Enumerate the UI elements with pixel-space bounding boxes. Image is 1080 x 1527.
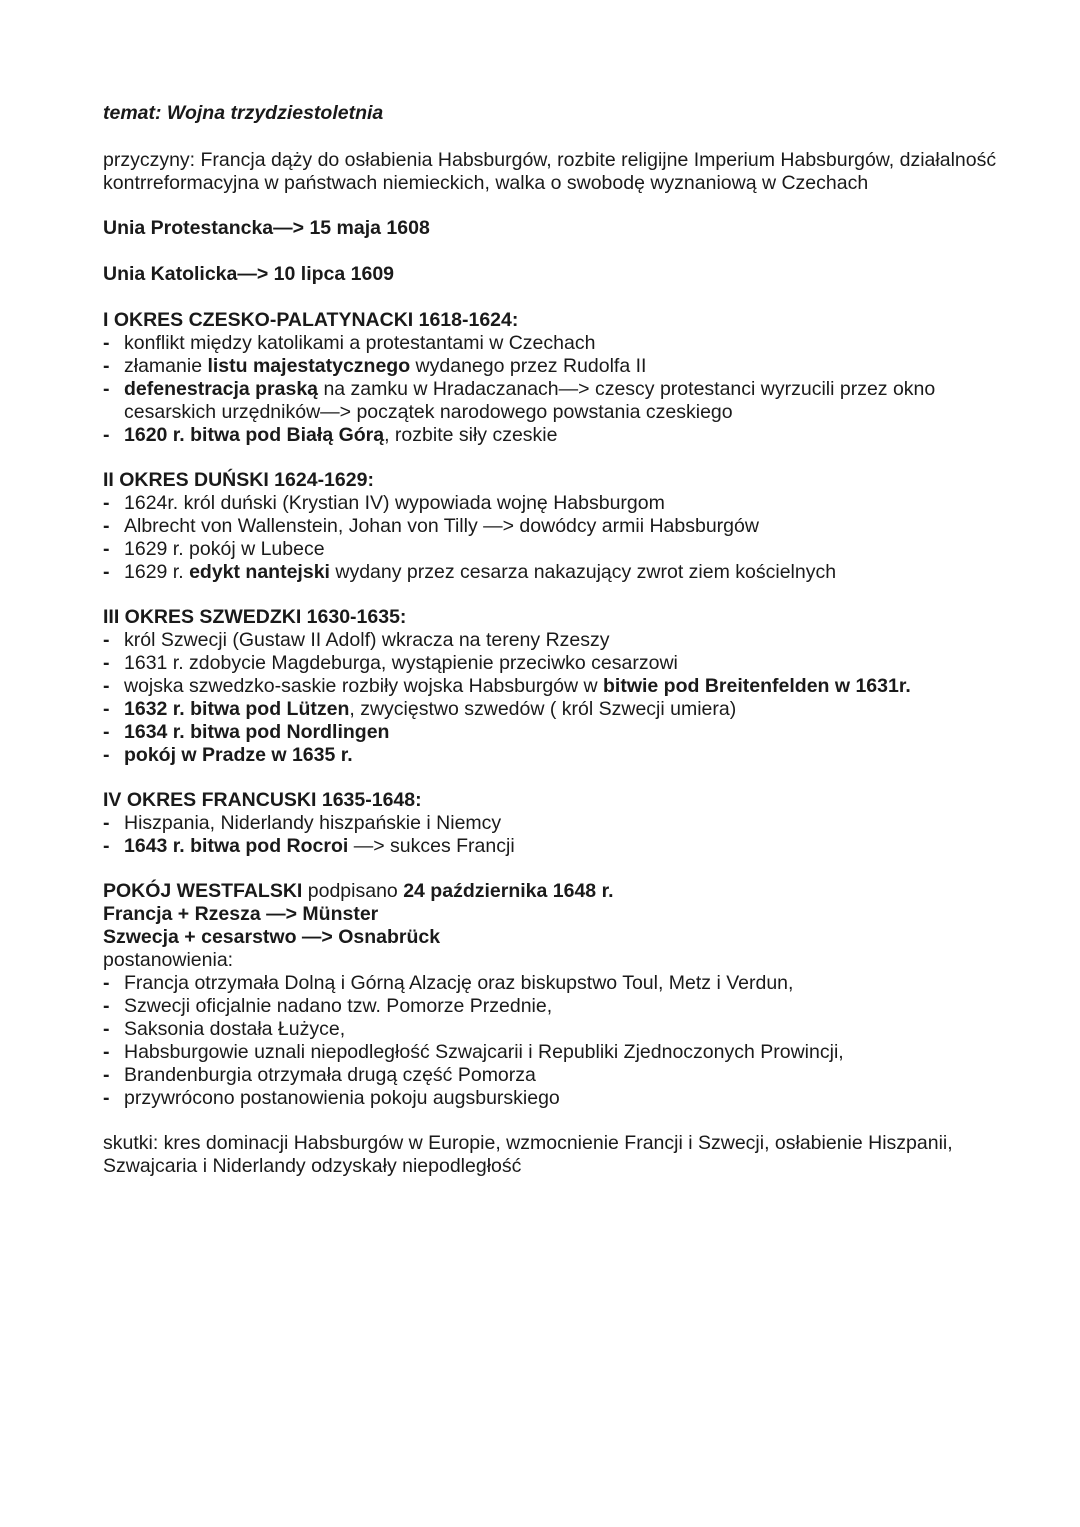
text-run: 1624r. król duński (Krystian IV) wypowiada wojnę Habsburgom xyxy=(124,492,665,514)
list-item xyxy=(103,629,1003,652)
list-item xyxy=(103,1064,1003,1087)
list-item xyxy=(103,675,1003,698)
westphalia-section xyxy=(103,880,1003,1110)
text-run: , rozbite siły czeskie xyxy=(384,424,558,446)
period-heading: II OKRES DUŃSKI 1624-1629: xyxy=(103,469,374,491)
list-item xyxy=(103,652,1003,675)
text-run: wojska szwedzko-saskie rozbiły wojska Habsburgów w xyxy=(124,675,604,697)
decisions-label: postanowienia: xyxy=(103,949,234,971)
westphalia-line xyxy=(103,880,1003,903)
text-run: złamanie xyxy=(124,355,208,377)
text-run: wydanego przez Rudolfa II xyxy=(410,355,647,377)
list-item xyxy=(103,995,1003,1018)
text-run: podpisano xyxy=(302,880,404,902)
sweden-empire-line: Szwecja + cesarstwo —> Osnabrück xyxy=(103,926,441,948)
period-heading: IV OKRES FRANCUSKI 1635-1648: xyxy=(103,789,422,811)
period-list xyxy=(103,332,1003,447)
bold-text: pokój w Pradze w 1635 r. xyxy=(124,744,353,766)
list-item xyxy=(103,515,1003,538)
period-list xyxy=(103,812,1003,858)
list-item xyxy=(103,835,1003,858)
list-item xyxy=(103,812,1003,835)
page-title: temat: Wojna trzydziestoletnia xyxy=(103,102,384,124)
list-item xyxy=(103,721,1003,744)
text-run: 1629 r. xyxy=(124,561,190,583)
list-item xyxy=(103,492,1003,515)
list-item xyxy=(103,972,1003,995)
list-item xyxy=(103,1087,1003,1110)
period-czech-palatinate xyxy=(103,309,1003,447)
bold-text: 1632 r. bitwa pod Lützen xyxy=(124,698,350,720)
list-item xyxy=(103,355,1003,378)
list-item xyxy=(103,698,1003,721)
text-run: Saksonia dostała Łużyce, xyxy=(124,1018,346,1040)
text-run: 1631 r. zdobycie Magdeburga, wystąpienie przeciwko cesarzowi xyxy=(124,652,678,674)
text-run: wydany przez cesarza nakazujący zwrot ziem kościelnych xyxy=(329,561,837,583)
document-page xyxy=(103,102,1003,1200)
text-run: Brandenburgia otrzymała drugą część Pomorza xyxy=(124,1064,536,1086)
text-run: —> sukces Francji xyxy=(348,835,515,857)
effects-paragraph: skutki: kres dominacji Habsburgów w Europie, wzmocnienie Francji i Szwecji, osłabienie Hiszpanii, Szwajcaria i Niderlandy odzyskały niepodległość xyxy=(103,1132,953,1177)
list-item xyxy=(103,1041,1003,1064)
text-run: przywrócono postanowienia pokoju augsburskiego xyxy=(124,1087,560,1109)
bold-text: 1634 r. bitwa pod Nordlingen xyxy=(124,721,390,743)
france-empire-line: Francja + Rzesza —> Münster xyxy=(103,903,379,925)
text-run: Hiszpania, Niderlandy hiszpańskie i Niemcy xyxy=(124,812,502,834)
text-run: Habsburgowie uznali niepodległość Szwajcarii i Republiki Zjednoczonych Prowincji, xyxy=(124,1041,844,1063)
bold-text: edykt nantejski xyxy=(189,561,330,583)
bold-text: bitwie pod Breitenfelden w 1631r. xyxy=(603,675,911,697)
bold-text: 1620 r. bitwa pod Białą Górą xyxy=(124,424,385,446)
causes-paragraph: przyczyny: Francja dąży do osłabienia Habsburgów, rozbite religijne Imperium Habsburgów, działalność kontrreformacyjna w państwach niemieckich, walka o swobodę wyznaniową w Czechach xyxy=(103,149,997,194)
period-danish xyxy=(103,469,1003,584)
bold-text: 24 października 1648 r. xyxy=(403,880,614,902)
list-item xyxy=(103,744,1003,767)
bold-text: POKÓJ WESTFALSKI xyxy=(103,880,303,902)
list-item xyxy=(103,1018,1003,1041)
period-swedish xyxy=(103,606,1003,767)
text-run: na zamku w Hradaczanach—> czescy protestanci wyrzucili przez okno cesarskich urzędników—> początek narodowego powstania czeskiego xyxy=(124,378,936,423)
period-list xyxy=(103,492,1003,584)
text-run: Francja otrzymała Dolną i Górną Alzację oraz biskupstwo Toul, Metz i Verdun, xyxy=(124,972,794,994)
period-heading: III OKRES SZWEDZKI 1630-1635: xyxy=(103,606,407,628)
catholic-union-line: Unia Katolicka—> 10 lipca 1609 xyxy=(103,263,395,285)
text-run: Szwecji oficjalnie nadano tzw. Pomorze Przednie, xyxy=(124,995,553,1017)
bold-text: listu majestatycznego xyxy=(207,355,411,377)
text-run: król Szwecji (Gustaw II Adolf) wkracza na tereny Rzeszy xyxy=(124,629,610,651)
text-run: , zwycięstwo szwedów ( król Szwecji umiera) xyxy=(349,698,737,720)
list-item xyxy=(103,424,1003,447)
period-heading: I OKRES CZESKO-PALATYNACKI 1618-1624: xyxy=(103,309,519,331)
protestant-union-line: Unia Protestancka—> 15 maja 1608 xyxy=(103,217,430,239)
text-run: konflikt między katolikami a protestantami w Czechach xyxy=(124,332,596,354)
text-run: Albrecht von Wallenstein, Johan von Tilly —> dowódcy armii Habsburgów xyxy=(124,515,759,537)
list-item xyxy=(103,538,1003,561)
text-run: 1629 r. pokój w Lubece xyxy=(124,538,325,560)
list-item xyxy=(103,561,1003,584)
bold-text: defenestracja praską xyxy=(124,378,319,400)
list-item xyxy=(103,332,1003,355)
period-french xyxy=(103,789,1003,858)
decisions-list xyxy=(103,972,1003,1110)
period-list xyxy=(103,629,1003,767)
list-item xyxy=(103,378,1003,424)
bold-text: 1643 r. bitwa pod Rocroi xyxy=(124,835,349,857)
